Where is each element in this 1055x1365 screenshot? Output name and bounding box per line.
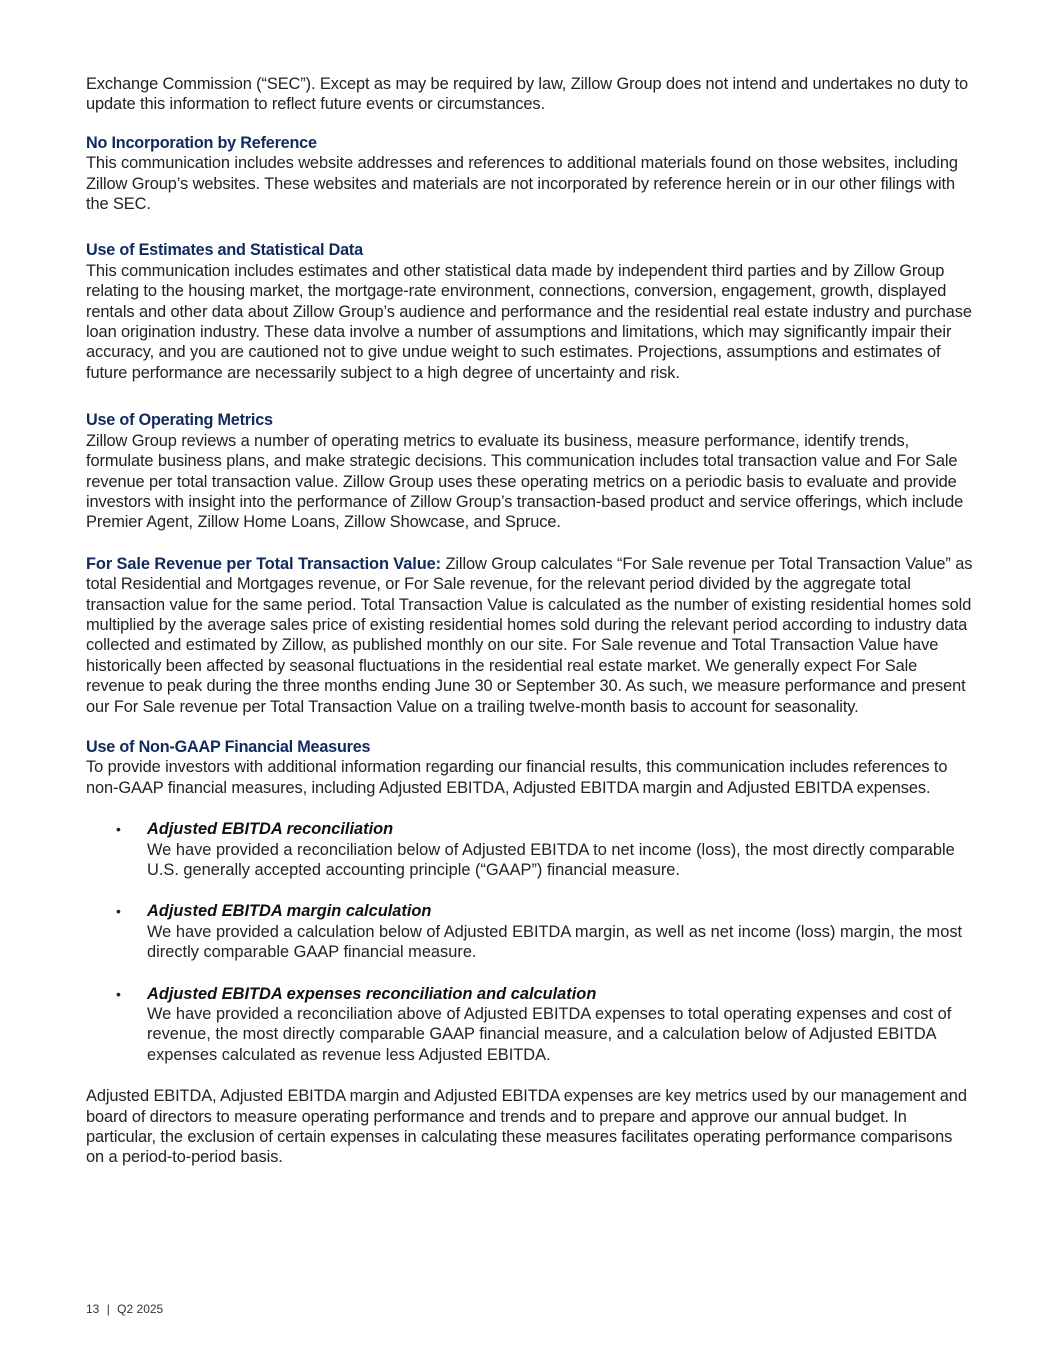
section-estimates	[86, 240, 973, 383]
section-text: This communication includes estimates and other statistical data made by independent third parties and by Zillow Group relating to the housing market, the mortgage-rate environment, connections, conversion, engagement, growth, displayed rentals and other data about Zillow Group’s audience and performance and the residential real estate industry and purchase loan origination industry. These data involve a number of assumptions and limitations, which may significantly impair their accuracy, and you are cautioned not to give undue weight to such estimates. Projections, assumptions and estimates of future performance are necessarily subject to a high degree of uncertainty and risk.	[86, 261, 972, 382]
footer-separator: |	[106, 1302, 110, 1316]
inline-heading: For Sale Revenue per Total Transaction Value:	[86, 554, 441, 573]
section-for-sale-revenue	[86, 554, 973, 717]
section-operating-metrics	[86, 410, 973, 532]
section-no-incorporation	[86, 133, 973, 215]
bullet-text: We have provided a reconciliation above of Adjusted EBITDA expenses to total operating expenses and cost of revenue, the most directly comparable GAAP financial measure, and a calculation below of Adjusted EBITDA expenses calculated as revenue less Adjusted EBITDA.	[147, 1005, 952, 1064]
bullet-title: Adjusted EBITDA margin calculation	[147, 902, 432, 921]
bullet-text: We have provided a reconciliation below of Adjusted EBITDA to net income (loss), the most directly comparable U.S. generally accepted accounting principle (“GAAP”) financial measure.	[147, 840, 955, 879]
section-text	[86, 554, 973, 717]
page-number: 13	[86, 1302, 100, 1316]
section-non-gaap	[86, 737, 973, 798]
bullet-title: Adjusted EBITDA reconciliation	[147, 820, 394, 839]
section-heading: Use of Operating Metrics	[86, 411, 273, 430]
report-period: Q2 2025	[117, 1302, 164, 1316]
bullet-marker: •	[116, 985, 121, 1002]
intro-paragraph: Exchange Commission (“SEC”). Except as may be required by law, Zillow Group does not intend and undertakes no duty to update this information to reflect future events or circumstances.	[86, 75, 969, 114]
bullet-item	[86, 901, 973, 962]
section-text: This communication includes website addresses and references to additional materials found on those websites, including Zillow Group’s websites. These websites and materials are not incorporated by reference herein or in our other filings with the SEC.	[86, 154, 958, 214]
page-footer	[86, 1302, 163, 1316]
section-heading: No Incorporation by Reference	[86, 133, 317, 152]
section-heading: Use of Non-GAAP Financial Measures	[86, 737, 371, 756]
bullet-title: Adjusted EBITDA expenses reconciliation and calculation	[147, 984, 597, 1003]
bullet-item	[86, 984, 973, 1066]
bullet-text: We have provided a calculation below of Adjusted EBITDA margin, as well as net income (loss) margin, the most directly comparable GAAP financial measure.	[147, 922, 963, 962]
section-text: To provide investors with additional information regarding our financial results, this communication includes references to non-GAAP financial measures, including Adjusted EBITDA, Adjusted EBITDA margin and Adjusted EBITDA expenses.	[86, 758, 948, 797]
section-heading: Use of Estimates and Statistical Data	[86, 241, 363, 260]
bullet-marker: •	[116, 821, 121, 838]
bullet-marker: •	[116, 903, 121, 920]
closing-paragraph: Adjusted EBITDA, Adjusted EBITDA margin and Adjusted EBITDA expenses are key metrics used by our management and board of directors to measure operating performance and trends and to prepare and approve our annual budget. In particular, the exclusion of certain expenses in calculating these measures facilitates operating performance comparisons on a period-to-period basis.	[86, 1087, 967, 1167]
section-text: Zillow Group reviews a number of operating metrics to evaluate its business, measure performance, identify trends, formulate business plans, and make strategic decisions. This communication includes total transaction value and For Sale revenue per total transaction value. Zillow Group uses these operating metrics on a periodic basis to evaluate and provide investors with insight into the performance of Zillow Group’s transaction-based product and service offerings, which include Premier Agent, Zillow Home Loans, Zillow Showcase, and Spruce.	[86, 431, 964, 532]
inline-text: Zillow Group calculates “For Sale revenue per Total Transaction Value” as total Residential and Mortgages revenue, or For Sale revenue, for the relevant period divided by the aggregate total transaction value for the same period. Total Transaction Value is calculated as the number of existing residential homes sold multiplied by the average sales price of existing residential homes sold during the relevant period according to industry data collected and estimated by Zillow, as published monthly on our site. For Sale revenue and Total Transaction Value have historically been affected by seasonal fluctuations in the residential real estate market. We generally expect For Sale revenue to peak during the three months ending June 30 or September 30. As such, we measure performance and present our For Sale revenue per Total Transaction Value on a trailing twelve-month basis to account for seasonality.	[86, 554, 973, 716]
bullet-item	[86, 819, 973, 880]
bullet-list	[86, 819, 973, 1065]
